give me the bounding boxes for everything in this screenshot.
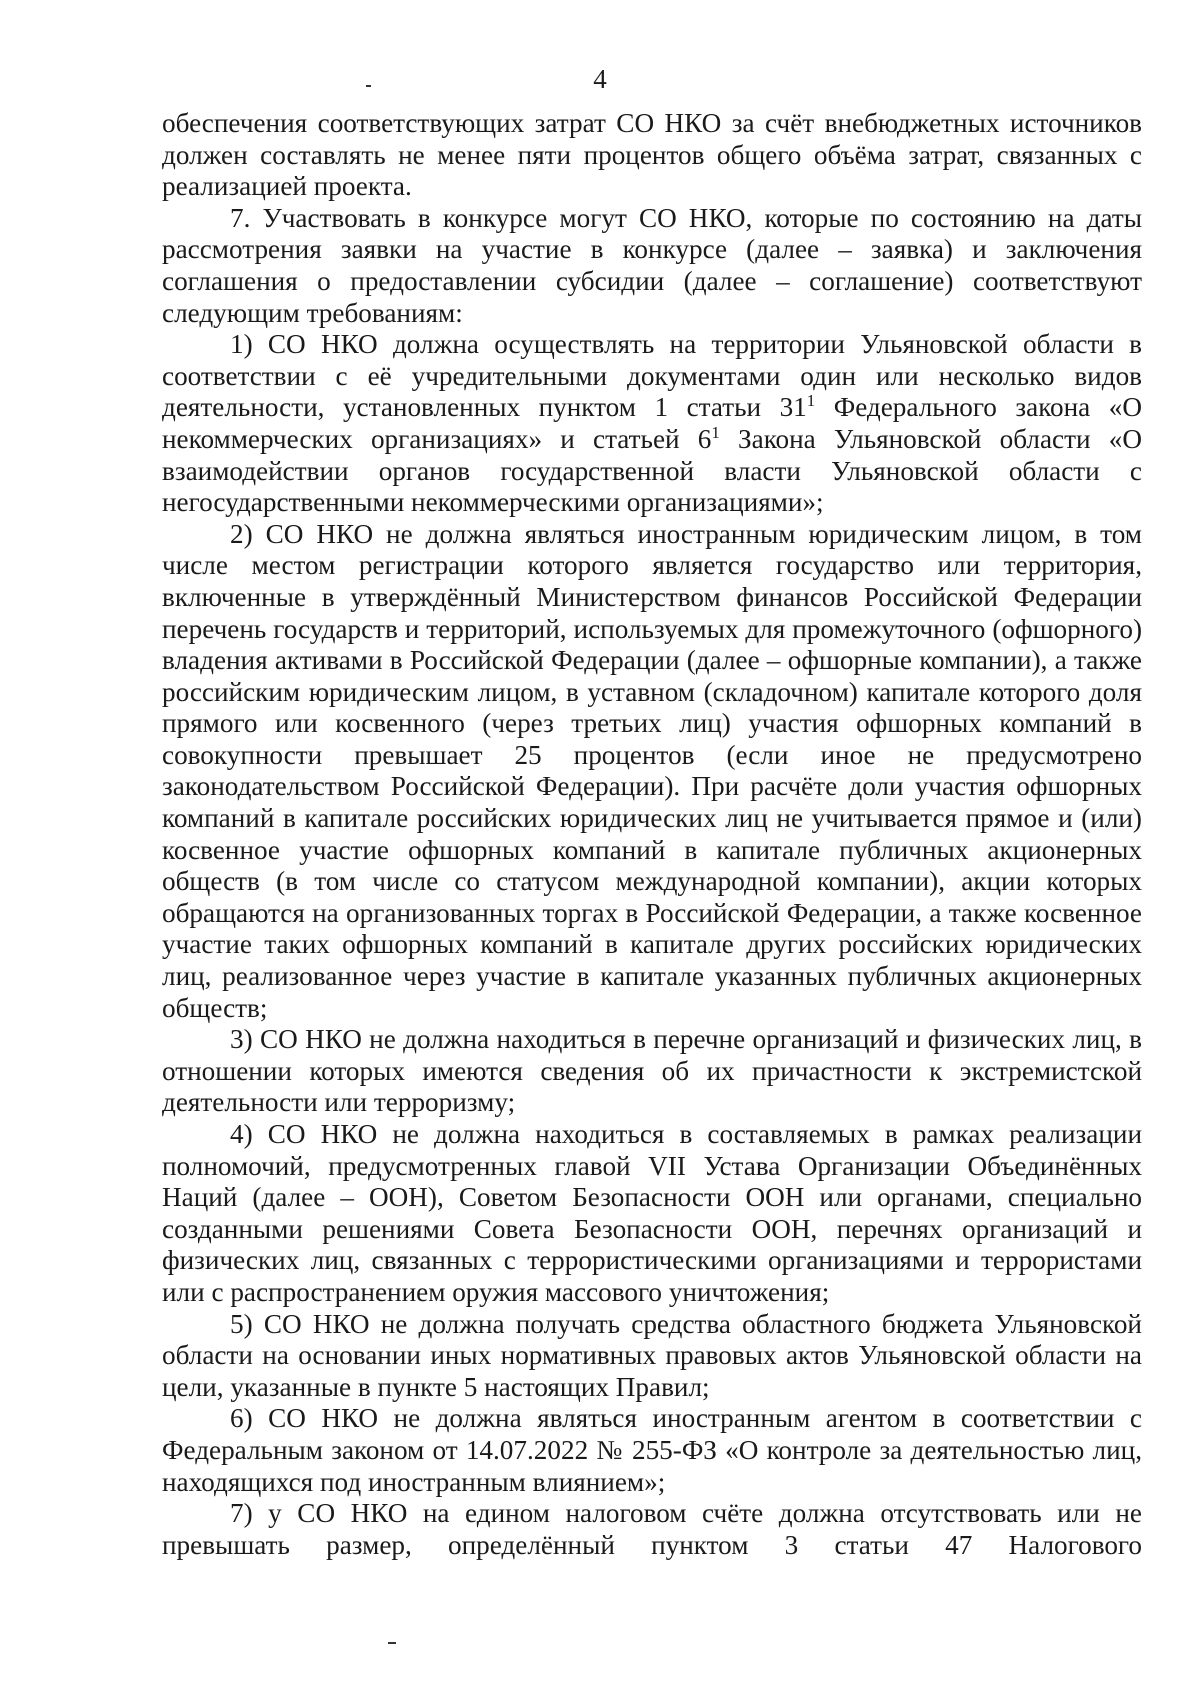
paragraph-item-7-2 [162, 519, 1142, 1025]
paragraph-text: 3) СО НКО не должна находиться в перечне организаций и физических лиц, в отношении которых имеются сведения об их причастности к экстремистской деятельности или терроризму; [162, 1024, 1142, 1118]
paragraph-text: 7) у СО НКО на едином налоговом счёте должна отсутствовать или не превышать размер, определённый пунктом 3 статьи 47 Налогового [162, 1498, 1142, 1560]
paragraph-item-7-1 [162, 329, 1142, 519]
paragraph-continuation [162, 108, 1142, 203]
paragraph-item-7-7 [162, 1498, 1142, 1561]
paragraph-text: 1) СО НКО должна осуществлять на территории Ульяновской области в соответствии с её учредительными документами один или несколько видов деятельности, установленных пунктом 1 статьи 31 [162, 329, 1142, 423]
paragraph-item-7-4 [162, 1119, 1142, 1309]
superscript: 1 [711, 422, 720, 442]
document-body [162, 108, 1142, 1561]
paragraph-text: 7. Участвовать в конкурсе могут СО НКО, которые по состоянию на даты рассмотрения заявки на участие в конкурсе (далее – заявка) и заключения соглашения о предоставлении субсидии (далее – соглашение) соответствуют следующим требованиям: [162, 202, 1142, 328]
paragraph-item-7-6 [162, 1403, 1142, 1498]
scan-speck [388, 1642, 396, 1644]
paragraph-text: 6) СО НКО не должна являться иностранным агентом в соответствии с Федеральным законом от 14.07.2022 № 255-ФЗ «О контроле за деятельностью лиц, находящихся под иностранным влиянием»; [162, 1403, 1142, 1497]
paragraph-text: Закона Ульяновской области «О взаимодействии органов государственной власти Ульяновской области с негосударственными некоммерческими организациями»; [162, 423, 1142, 518]
paragraph-text: Федерального закона «О некоммерческих организациях» и статьей 6 [162, 392, 1142, 454]
page-number: 4 [593, 64, 607, 94]
paragraph-item-7-3 [162, 1024, 1142, 1119]
paragraph-item-7-5 [162, 1309, 1142, 1404]
paragraph-text: 5) СО НКО не должна получать средства областного бюджета Ульяновской области на основании иных нормативных правовых актов Ульяновской области на цели, указанные в пункте 5 настоящих Правил; [162, 1308, 1142, 1402]
paragraph-text: обеспечения соответствующих затрат СО НКО за счёт внебюджетных источников должен составлять не менее пяти процентов общего объёма затрат, связанных с реализацией проекта. [162, 108, 1142, 202]
superscript: 1 [806, 391, 816, 411]
paragraph-text: 2) СО НКО не должна являться иностранным юридическим лицом, в том числе местом регистрации которого является государство или территория, включенные в утверждённый Министерством финансов Российской Федерации перечень государств и территорий, используемых для промежуточного (офшорного) владения активами в Российской Федерации (далее – офшорные компании), а также российским юридическим лицом, в уставном (складочном) капитале которого доля прямого или косвенного (через третьих лиц) участия офшорных компаний в совокупности превышает 25 процентов (если иное не предусмотрено законодательством Российской Федерации). При расчёте доли участия офшорных компаний в капитале российских юридических лиц не учитывается прямое и (или) косвенное участие офшорных компаний в капитале публичных акционерных обществ (в том числе со статусом международной компании), акции которых обращаются на организованных торгах в Российской Федерации, а также косвенное участие таких офшорных компаний в капитале других российских юридических лиц, реализованное через участие в капитале указанных публичных акционерных обществ; [162, 518, 1142, 1023]
paragraph-text: 4) СО НКО не должна находиться в составляемых в рамках реализации полномочий, предусмотренных главой VII Устава Организации Объединённых Наций (далее – ООН), Советом Безопасности ООН или органами, специально созданными решениями Совета Безопасности ООН, перечнях организаций и физических лиц, связанных с террористическими организациями и террористами или с распространением оружия массового уничтожения; [162, 1119, 1142, 1307]
paragraph-item-7 [162, 203, 1142, 329]
